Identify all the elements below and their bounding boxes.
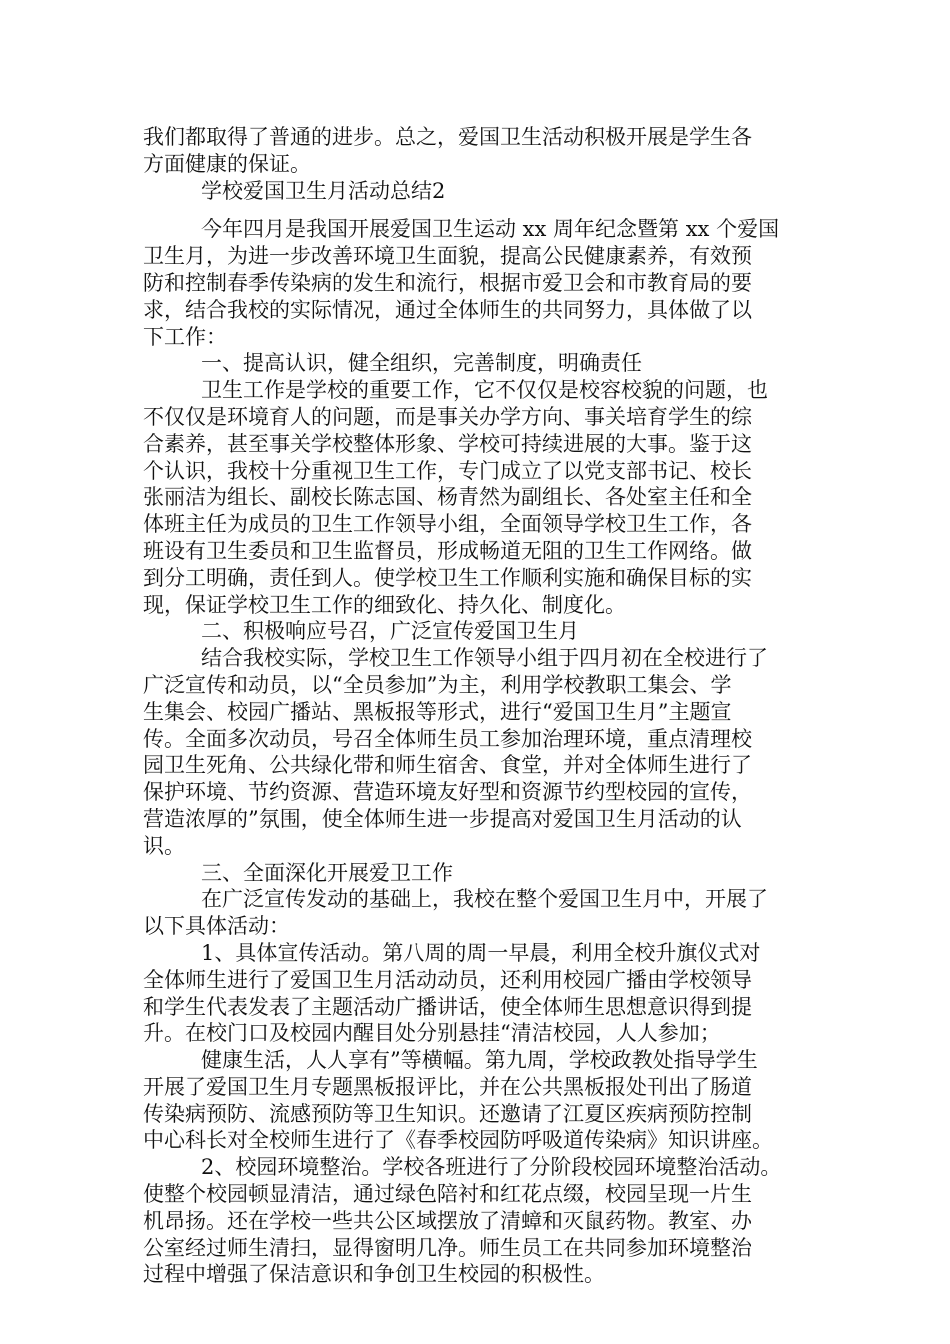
- text-line: 下工作：: [143, 324, 227, 349]
- text-line: 不仅仅是环境育人的问题，而是事关办学方向、事关培育学生的综: [143, 404, 752, 429]
- text-line: 合素养，甚至事关学校整体形象、学校可持续进展的大事。鉴于这: [143, 431, 752, 456]
- text-line: 求，结合我校的实际情况，通过全体师生的共同努力，具体做了以: [143, 297, 752, 322]
- text-line: 2、校园环境整治。学校各班进行了分阶段校园环境整治活动。: [201, 1155, 782, 1180]
- text-line: 健康生活，人人享有”等横幅。第九周，学校政教处指导学生: [201, 1048, 758, 1073]
- text-line: 三、全面深化开展爱卫工作: [201, 860, 453, 885]
- text-line: 现，保证学校卫生工作的细致化、持久化、制度化。: [143, 592, 626, 617]
- text-line: 公室经过师生清扫，显得窗明几净。师生员工在共同参加环境整治: [143, 1235, 752, 1260]
- text-line: 防和控制春季传染病的发生和流行，根据市爱卫会和市教育局的要: [143, 270, 752, 295]
- text-line: 1、具体宣传活动。第八周的周一早晨，利用全校升旗仪式对: [201, 940, 761, 965]
- text-line: 全体师生进行了爱国卫生月活动动员，还利用校园广播由学校领导: [143, 967, 752, 992]
- text-line: 保护环境、节约资源、营造环境友好型和资源节约型校园的宣传，: [143, 780, 752, 805]
- text-line: 一、提高认识，健全组织，完善制度，明确责任: [201, 351, 642, 376]
- text-line: 卫生工作是学校的重要工作，它不仅仅是校容校貌的问题，也: [201, 378, 768, 403]
- text-line: 到分工明确，责任到人。使学校卫生工作顺利实施和确保目标的实: [143, 565, 752, 590]
- document-body: [143, 124, 815, 1288]
- text-line: 结合我校实际，学校卫生工作领导小组于四月初在全校进行了: [201, 646, 768, 671]
- text-line: 和学生代表发表了主题活动广播讲话，使全体师生思想意识得到提: [143, 994, 752, 1019]
- text-line: 在广泛宣传发动的基础上，我校在整个爱国卫生月中，开展了: [201, 887, 768, 912]
- text-line: 方面健康的保证。: [143, 151, 311, 176]
- text-line: 体班主任为成员的卫生工作领导小组，全面领导学校卫生工作，各: [143, 512, 752, 537]
- text-line: 中心科长对全校师生进行了《春季校园防呼吸道传染病》知识讲座。: [143, 1128, 773, 1153]
- text-line: 班设有卫生委员和卫生监督员，形成畅道无阻的卫生工作网络。做: [143, 538, 752, 563]
- text-line: 生集会、校园广播站、黑板报等形式，进行“爱国卫生月”主题宣: [143, 699, 732, 724]
- text-line: 我们都取得了普通的进步。总之，爱国卫生活动积极开展是学生各: [143, 125, 752, 149]
- text-line: 学校爱国卫生月活动总结2: [201, 178, 446, 203]
- paragraph-gap: [143, 204, 815, 216]
- text-line: 传。全面多次动员，号召全体师生员工参加治理环境，重点清理校: [143, 726, 752, 751]
- text-line: 机昂扬。还在学校一些共公区域摆放了清蟑和灭鼠药物。教室、办: [143, 1208, 752, 1233]
- text-line: 个认识，我校十分重视卫生工作，专门成立了以党支部书记、校长: [143, 458, 752, 483]
- text-line: 开展了爱国卫生月专题黑板报评比，并在公共黑板报处刊出了肠道: [143, 1074, 752, 1099]
- text-line: 园卫生死角、公共绿化带和师生宿舍、食堂，并对全体师生进行了: [143, 753, 752, 778]
- text-line: 今年四月是我国开展爱国卫生运动 xx 周年纪念暨第 xx 个爱国: [201, 217, 780, 242]
- text-line: 使整个校园顿显清洁，通过绿色陪衬和红花点缀，校园呈现一片生: [143, 1182, 752, 1207]
- text-line: 卫生月，为进一步改善环境卫生面貌，提高公民健康素养，有效预: [143, 244, 752, 269]
- text-line: 识。: [143, 833, 185, 858]
- text-line: 以下具体活动：: [143, 914, 290, 939]
- text-line: 升。在校门口及校园内醒目处分别悬挂“清洁校园，人人参加；: [143, 1021, 721, 1046]
- text-line: 营造浓厚的”氛围，使全体师生进一步提高对爱国卫生月活动的认: [143, 806, 742, 831]
- text-line: 过程中增强了保洁意识和争创卫生校园的积极性。: [143, 1262, 605, 1287]
- text-line: 传染病预防、流感预防等卫生知识。还邀请了江夏区疾病预防控制: [143, 1101, 752, 1126]
- text-line: 广泛宣传和动员，以“全员参加”为主，利用学校教职工集会、学: [143, 672, 732, 697]
- text-line: 张丽洁为组长、副校长陈志国、杨青然为副组长、各处室主任和全: [143, 485, 752, 510]
- text-line: 二、积极响应号召，广泛宣传爱国卫生月: [201, 619, 579, 644]
